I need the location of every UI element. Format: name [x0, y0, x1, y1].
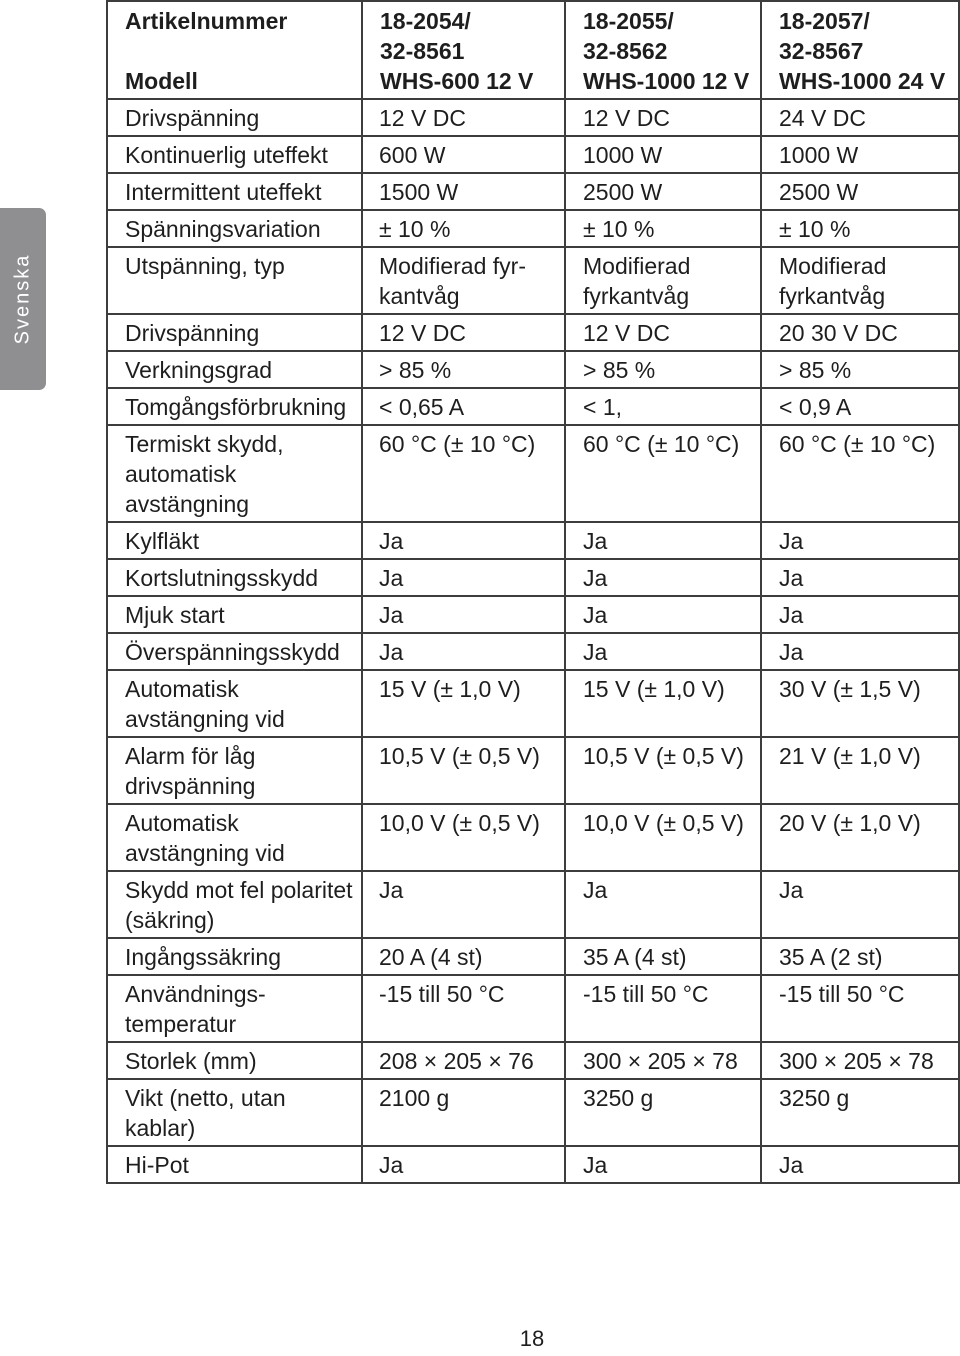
row-value-cell: 1500 W — [362, 173, 565, 210]
row-value-cell: 2500 W — [761, 173, 959, 210]
row-value-cell: Ja — [761, 522, 959, 559]
page-number: 18 — [519, 1326, 545, 1351]
row-value-cell: Ja — [565, 559, 761, 596]
table-row — [107, 804, 959, 871]
row-label-cell: Spänningsvariation — [107, 210, 362, 247]
table-header-row — [107, 1, 959, 99]
row-value-cell: Ja — [362, 1146, 565, 1183]
header-model-cell — [761, 1, 959, 99]
row-label-cell: Kontinuerlig uteffekt — [107, 136, 362, 173]
row-value-cell: Ja — [761, 871, 959, 938]
row-value-cell: < 1, — [565, 388, 761, 425]
row-label-cell: Kylfläkt — [107, 522, 362, 559]
row-value-cell: 10,5 V (± 0,5 V) — [565, 737, 761, 804]
row-value-cell: Ja — [761, 559, 959, 596]
header-label-line — [125, 36, 357, 66]
row-value-cell: 1000 W — [565, 136, 761, 173]
row-value-cell: 10,0 V (± 0,5 V) — [565, 804, 761, 871]
row-value-cell: 208 × 205 × 76 — [362, 1042, 565, 1079]
row-value-cell: 20 V (± 1,0 V) — [761, 804, 959, 871]
row-value-cell: 12 V DC — [565, 99, 761, 136]
row-value-cell: Ja — [362, 871, 565, 938]
row-value-cell: Ja — [761, 596, 959, 633]
row-value-cell: Modifierad fyr-kantvåg — [362, 247, 565, 314]
table-body — [107, 99, 959, 1183]
row-value-cell: Ja — [565, 1146, 761, 1183]
row-value-cell: Ja — [565, 633, 761, 670]
row-value-cell: 30 V (± 1,5 V) — [761, 670, 959, 737]
table-row — [107, 737, 959, 804]
table-row — [107, 596, 959, 633]
row-value-cell: 60 °C (± 10 °C) — [761, 425, 959, 522]
table-row — [107, 522, 959, 559]
table-row — [107, 314, 959, 351]
row-value-cell: 60 °C (± 10 °C) — [565, 425, 761, 522]
row-label-cell: Drivspänning — [107, 99, 362, 136]
row-label-cell: Verkningsgrad — [107, 351, 362, 388]
row-label-cell: Användnings-temperatur — [107, 975, 362, 1042]
row-value-cell: Modifierad fyrkantvåg — [565, 247, 761, 314]
header-model-line: WHS-1000 24 V — [779, 68, 946, 94]
row-label-cell: Överspänningsskydd — [107, 633, 362, 670]
header-model-line: 18-2055/ — [583, 8, 674, 34]
row-value-cell: 15 V (± 1,0 V) — [565, 670, 761, 737]
row-value-cell: Ja — [565, 871, 761, 938]
table-row — [107, 388, 959, 425]
row-value-cell: Ja — [761, 633, 959, 670]
row-value-cell: Modifierad fyrkantvåg — [761, 247, 959, 314]
header-label-cell — [107, 1, 362, 99]
row-value-cell: 2100 g — [362, 1079, 565, 1146]
row-value-cell: -15 till 50 °C — [565, 975, 761, 1042]
table-row — [107, 136, 959, 173]
row-value-cell: 1000 W — [761, 136, 959, 173]
row-value-cell: Ja — [565, 522, 761, 559]
header-model-line: WHS-600 12 V — [380, 68, 534, 94]
table-row — [107, 670, 959, 737]
row-value-cell: ± 10 % — [362, 210, 565, 247]
row-value-cell: 12 V DC — [565, 314, 761, 351]
header-label-line: Modell — [125, 68, 198, 94]
table-row — [107, 975, 959, 1042]
row-value-cell: 35 A (4 st) — [565, 938, 761, 975]
row-label-cell: Tomgångsförbrukning — [107, 388, 362, 425]
language-tab-label: Svenska — [11, 253, 34, 345]
row-value-cell: Ja — [362, 596, 565, 633]
row-value-cell: < 0,65 A — [362, 388, 565, 425]
row-value-cell: 21 V (± 1,0 V) — [761, 737, 959, 804]
row-value-cell: 300 × 205 × 78 — [761, 1042, 959, 1079]
row-value-cell: Ja — [565, 596, 761, 633]
row-label-cell: Drivspänning — [107, 314, 362, 351]
row-value-cell: Ja — [362, 633, 565, 670]
row-value-cell: 20 A (4 st) — [362, 938, 565, 975]
row-value-cell: > 85 % — [565, 351, 761, 388]
header-model-line: 32-8567 — [779, 38, 864, 64]
table-row — [107, 99, 959, 136]
header-model-cell — [565, 1, 761, 99]
table-row — [107, 210, 959, 247]
row-value-cell: 300 × 205 × 78 — [565, 1042, 761, 1079]
table-row — [107, 559, 959, 596]
row-value-cell: -15 till 50 °C — [362, 975, 565, 1042]
row-value-cell: 60 °C (± 10 °C) — [362, 425, 565, 522]
row-value-cell: 24 V DC — [761, 99, 959, 136]
row-label-cell: Skydd mot fel polaritet (säkring) — [107, 871, 362, 938]
row-value-cell: 600 W — [362, 136, 565, 173]
header-model-line: 18-2054/ — [380, 8, 471, 34]
language-side-tab — [0, 208, 46, 390]
row-value-cell: 20 30 V DC — [761, 314, 959, 351]
row-value-cell: -15 till 50 °C — [761, 975, 959, 1042]
header-model-cell — [362, 1, 565, 99]
row-value-cell: ± 10 % — [761, 210, 959, 247]
row-label-cell: Ingångssäkring — [107, 938, 362, 975]
row-label-cell: Kortslutningsskydd — [107, 559, 362, 596]
header-model-line: 18-2057/ — [779, 8, 870, 34]
row-value-cell: 3250 g — [565, 1079, 761, 1146]
row-value-cell: Ja — [362, 522, 565, 559]
table-row — [107, 425, 959, 522]
row-value-cell: > 85 % — [362, 351, 565, 388]
row-value-cell: 10,5 V (± 0,5 V) — [362, 737, 565, 804]
table-row — [107, 173, 959, 210]
row-label-cell: Automatisk avstängning vid — [107, 670, 362, 737]
table-row — [107, 1146, 959, 1183]
row-value-cell: Ja — [362, 559, 565, 596]
header-label-line: Artikelnummer — [125, 8, 288, 34]
row-value-cell: 12 V DC — [362, 99, 565, 136]
table-row — [107, 633, 959, 670]
row-value-cell: 3250 g — [761, 1079, 959, 1146]
row-label-cell: Termiskt skydd, automatisk avstängning — [107, 425, 362, 522]
header-model-line: 32-8561 — [380, 38, 465, 64]
row-label-cell: Automatisk avstängning vid — [107, 804, 362, 871]
row-label-cell: Mjuk start — [107, 596, 362, 633]
row-value-cell: 35 A (2 st) — [761, 938, 959, 975]
row-label-cell: Hi-Pot — [107, 1146, 362, 1183]
table-row — [107, 938, 959, 975]
table-row — [107, 871, 959, 938]
table-row — [107, 351, 959, 388]
row-value-cell: 2500 W — [565, 173, 761, 210]
row-label-cell: Utspänning, typ — [107, 247, 362, 314]
row-value-cell: 15 V (± 1,0 V) — [362, 670, 565, 737]
table-row — [107, 247, 959, 314]
row-value-cell: 10,0 V (± 0,5 V) — [362, 804, 565, 871]
row-value-cell: ± 10 % — [565, 210, 761, 247]
row-label-cell: Vikt (netto, utan kablar) — [107, 1079, 362, 1146]
header-model-line: WHS-1000 12 V — [583, 68, 750, 94]
row-label-cell: Intermittent uteffekt — [107, 173, 362, 210]
row-value-cell: 12 V DC — [362, 314, 565, 351]
row-label-cell: Alarm för låg drivspänning — [107, 737, 362, 804]
row-value-cell: > 85 % — [761, 351, 959, 388]
specification-table — [106, 0, 960, 1184]
table-row — [107, 1079, 959, 1146]
row-label-cell: Storlek (mm) — [107, 1042, 362, 1079]
row-value-cell: < 0,9 A — [761, 388, 959, 425]
table-row — [107, 1042, 959, 1079]
header-model-line: 32-8562 — [583, 38, 668, 64]
row-value-cell: Ja — [761, 1146, 959, 1183]
